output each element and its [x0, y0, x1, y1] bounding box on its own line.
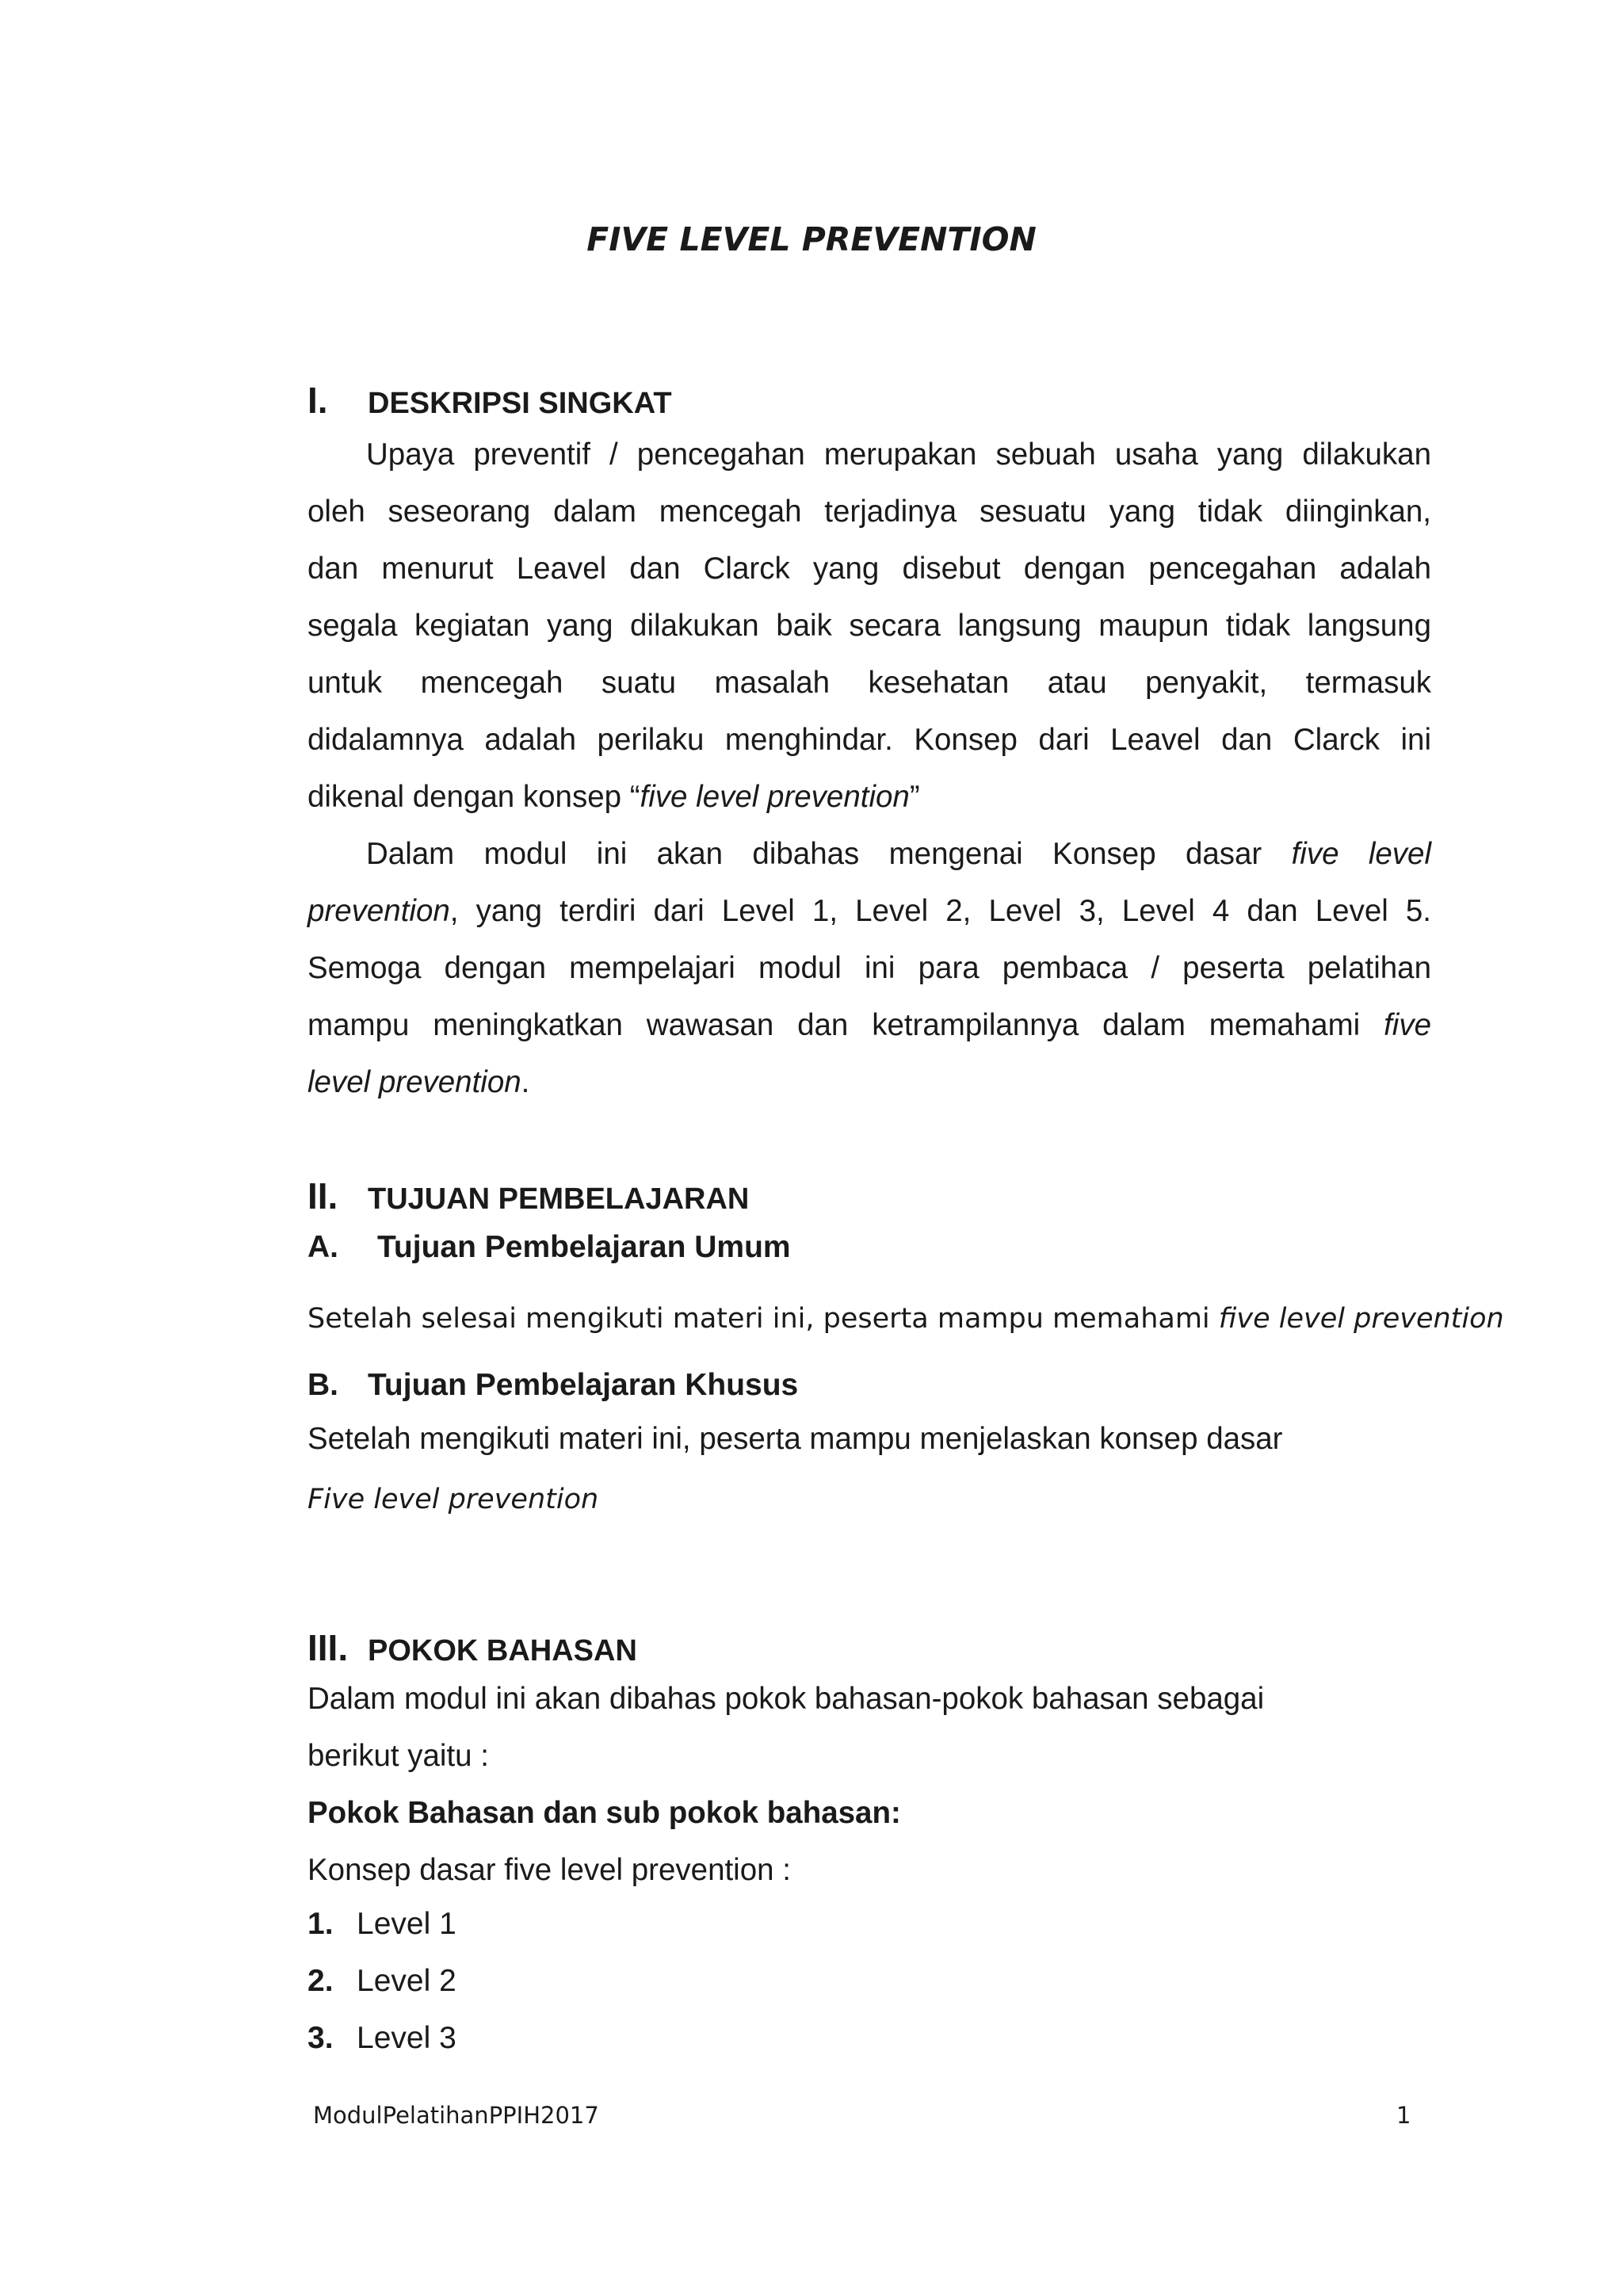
paragraph-line: segala kegiatan yang dilakukan baik secara langsung maupun tidak langsung: [307, 609, 1431, 643]
section-number: III.: [307, 1627, 349, 1668]
paragraph-line: berikut yaitu :: [307, 1739, 489, 1773]
list-number: 2.: [307, 1964, 334, 1998]
section-title: POKOK BAHASAN: [368, 1634, 637, 1668]
objective-text: [307, 1471, 598, 1528]
text-run: Setelah selesai mengikuti materi ini, peserta mampu memahami: [307, 1303, 1219, 1335]
text-run: dikenal dengan konsep “: [307, 780, 640, 814]
paragraph-line: [307, 997, 1431, 1054]
objective-text: Setelah mengikuti materi ini, peserta mampu menjelaskan konsep dasar: [307, 1422, 1283, 1456]
list-label: Level 2: [357, 1964, 456, 1998]
paragraph-line: Upaya preventif / pencegahan merupakan sebuah usaha yang dilakukan: [366, 437, 1431, 472]
paragraph-line: Dalam modul ini akan dibahas pokok bahasan-pokok bahasan sebagai: [307, 1682, 1265, 1716]
page-title: FIVE LEVEL PREVENTION: [586, 220, 1037, 258]
italic-term: five: [1384, 1008, 1431, 1042]
section-number: I.: [307, 380, 328, 421]
section-3-heading: [307, 1626, 637, 1669]
paragraph-line: dan menurut Leavel dan Clarck yang disebut dengan pencegahan adalah: [307, 552, 1431, 586]
list-item: [307, 2021, 456, 2056]
list-item: [307, 1907, 456, 1942]
text-run: ”: [909, 780, 920, 814]
paragraph-line: untuk mencegah suatu masalah kesehatan atau penyakit, termasuk: [307, 666, 1431, 700]
subsection-title: Tujuan Pembelajaran Umum: [377, 1230, 791, 1264]
section-number: II.: [307, 1175, 338, 1217]
italic-term: Five level prevention: [307, 1484, 599, 1515]
italic-term: five level prevention: [1218, 1303, 1504, 1335]
page-number: 1: [1396, 2102, 1411, 2129]
footer-module-name: ModulPelatihanPPIH2017: [313, 2102, 599, 2129]
text-run: Dalam modul ini akan dibahas mengenai Konsep dasar: [366, 837, 1292, 871]
text-run: , yang terdiri dari Level 1, Level 2, Level 3, Level 4 dan Level 5.: [449, 894, 1431, 928]
paragraph-line: Konsep dasar five level prevention :: [307, 1853, 791, 1887]
paragraph-line: [307, 769, 920, 826]
italic-term: five level: [1291, 837, 1431, 871]
paragraph-line: [307, 1054, 529, 1111]
subsection-title: Tujuan Pembelajaran Khusus: [368, 1368, 799, 1402]
text-run: mampu meningkatkan wawasan dan ketrampilannya dalam memahami: [307, 1008, 1384, 1042]
section-1-heading: [307, 379, 672, 422]
paragraph-line: Semoga dengan mempelajari modul ini para pembaca / peserta pelatihan: [307, 951, 1431, 985]
section-2-heading: [307, 1175, 749, 1217]
text-run: .: [521, 1065, 530, 1099]
section-title: TUJUAN PEMBELAJARAN: [368, 1182, 750, 1216]
list-number: 3.: [307, 2021, 334, 2055]
subsection-letter: B.: [307, 1368, 338, 1402]
list-label: Level 1: [357, 1907, 456, 1941]
paragraph-line: [366, 826, 1431, 883]
subsection-letter: A.: [307, 1230, 338, 1264]
italic-term: five level prevention: [640, 780, 910, 814]
list-number: 1.: [307, 1907, 334, 1941]
paragraph-line: [307, 883, 1431, 940]
italic-term: prevention: [307, 894, 450, 928]
objective-text: [307, 1290, 1504, 1347]
subsection-b-heading: [307, 1368, 798, 1403]
list-item: [307, 1964, 456, 1999]
list-label: Level 3: [357, 2021, 456, 2055]
paragraph-line: didalamnya adalah perilaku menghindar. Konsep dari Leavel dan Clarck ini: [307, 723, 1431, 757]
italic-term: level prevention: [307, 1065, 521, 1099]
topic-heading: Pokok Bahasan dan sub pokok bahasan:: [307, 1796, 901, 1830]
paragraph-line: oleh seseorang dalam mencegah terjadinya sesuatu yang tidak diinginkan,: [307, 495, 1431, 529]
subsection-a-heading: [307, 1230, 791, 1265]
section-title: DESKRIPSI SINGKAT: [368, 387, 672, 420]
